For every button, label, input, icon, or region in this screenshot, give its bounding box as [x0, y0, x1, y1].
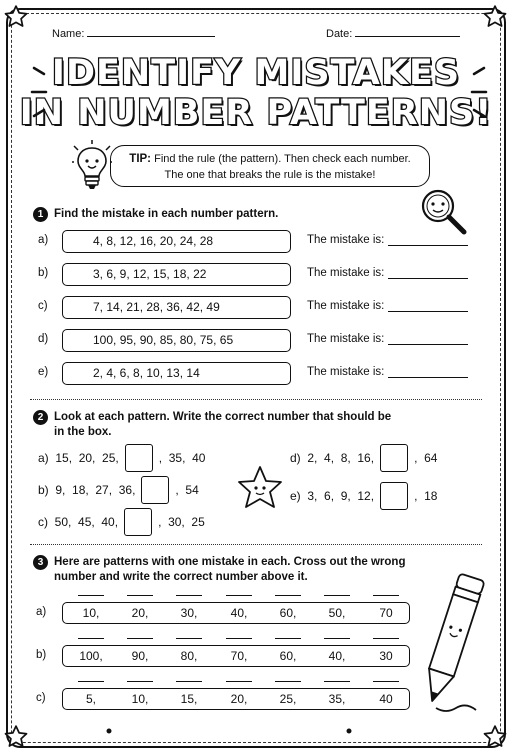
mistake-answer-line[interactable] [388, 245, 468, 246]
section2-number: 2 [33, 410, 48, 425]
section2-item-d [290, 444, 437, 472]
item-label: b) [38, 483, 49, 497]
number-pattern-box: 7, 14, 21, 28, 36, 42, 49 [62, 296, 291, 319]
corner-star-icon [3, 4, 29, 30]
corner-star-icon [482, 724, 508, 750]
pattern-number[interactable]: 35, [328, 692, 346, 706]
row-label: b) [38, 267, 49, 279]
row-label: b) [36, 649, 47, 661]
section2-item-c [38, 508, 205, 536]
pattern-before: 9, 18, 27, 36, [55, 483, 136, 497]
corner-star-icon [3, 724, 29, 750]
spark-lines-right [458, 60, 488, 120]
page-title-line1: IDENTIFY MISTAKES [51, 53, 461, 93]
section2-instruction-line2: in the box. [54, 426, 112, 438]
pattern-number[interactable]: 20, [131, 606, 149, 620]
answer-box[interactable] [380, 444, 408, 472]
spark-lines-left [30, 60, 60, 120]
name-field [52, 28, 215, 40]
answer-box[interactable] [124, 508, 152, 536]
answer-box[interactable] [125, 444, 153, 472]
row-label: c) [38, 300, 48, 312]
item-label: d) [290, 451, 301, 465]
answer-line[interactable] [324, 595, 350, 596]
mistake-label: The mistake is: [307, 267, 385, 279]
mistake-answer-line[interactable] [388, 311, 468, 312]
section2-item-e [290, 482, 437, 510]
answer-line[interactable] [324, 638, 350, 639]
mistake-answer-line[interactable] [388, 344, 468, 345]
number-pattern-box: 2, 4, 6, 8, 10, 13, 14 [62, 362, 291, 385]
pattern-number[interactable]: 5, [85, 692, 97, 706]
date-line[interactable] [355, 36, 460, 37]
section2-item-b [38, 476, 199, 504]
mistake-label: The mistake is: [307, 300, 385, 312]
decor-dot [345, 727, 353, 735]
tip-line1: Find the rule (the pattern). Then check each number. [154, 153, 411, 165]
decor-dot [105, 727, 113, 735]
number-pattern-box: 3, 6, 9, 12, 15, 18, 22 [62, 263, 291, 286]
number-pattern-box: 4, 8, 12, 16, 20, 24, 28 [62, 230, 291, 253]
pattern-after: , 18 [414, 489, 438, 503]
pattern-number[interactable]: 25, [279, 692, 297, 706]
date-field [326, 28, 460, 40]
row-label: c) [36, 692, 46, 704]
answer-line[interactable] [275, 681, 301, 682]
pattern-before: 15, 20, 25, [55, 451, 119, 465]
pattern-number[interactable]: 80, [180, 649, 198, 663]
mistake-answer-line[interactable] [388, 377, 468, 378]
mistake-label: The mistake is: [307, 366, 385, 378]
pattern-number[interactable]: 30 [379, 649, 393, 663]
answer-line[interactable] [176, 638, 202, 639]
section3-number: 3 [33, 555, 48, 570]
section-divider [30, 544, 482, 545]
pattern-after: , 64 [414, 451, 438, 465]
pattern-number[interactable]: 40 [379, 692, 393, 706]
tip-line2: The one that breaks the rule is the mistake! [164, 169, 376, 181]
mistake-answer-line[interactable] [388, 278, 468, 279]
name-line[interactable] [87, 36, 215, 37]
pattern-number[interactable]: 70, [230, 649, 248, 663]
answer-line[interactable] [373, 595, 399, 596]
item-label: a) [38, 451, 49, 465]
item-label: e) [290, 489, 301, 503]
answer-line[interactable] [275, 638, 301, 639]
item-label: c) [38, 515, 48, 529]
section2-instruction-line1: Look at each pattern. Write the correct number that should be [54, 411, 392, 423]
pencil-icon [416, 568, 486, 718]
pattern-before: 50, 45, 40, [54, 515, 119, 529]
section3-instruction-line2: number and write the correct number above it. [54, 571, 308, 583]
magnifying-glass-icon [418, 186, 470, 236]
answer-line[interactable] [275, 595, 301, 596]
pattern-number[interactable]: 100, [79, 649, 103, 663]
answer-line[interactable] [127, 681, 153, 682]
pattern-number[interactable]: 70 [379, 606, 393, 620]
row-label: e) [38, 366, 49, 378]
pattern-number[interactable]: 20, [230, 692, 248, 706]
pattern-after: , 30, 25 [158, 515, 205, 529]
section1-heading [33, 207, 278, 222]
answer-line[interactable] [78, 595, 104, 596]
section1-number: 1 [33, 207, 48, 222]
star-icon [234, 464, 286, 512]
row-label: a) [36, 606, 47, 618]
pattern-number[interactable]: 60, [279, 606, 297, 620]
pattern-number[interactable]: 90, [131, 649, 149, 663]
mistake-label: The mistake is: [307, 333, 385, 345]
tip-label: TIP: [129, 153, 152, 165]
answer-line[interactable] [176, 681, 202, 682]
pattern-number[interactable]: 40, [328, 649, 346, 663]
answer-line[interactable] [373, 638, 399, 639]
pattern-number[interactable]: 15, [180, 692, 198, 706]
section1-instruction: Find the mistake in each number pattern. [54, 208, 279, 220]
answer-line[interactable] [78, 638, 104, 639]
answer-box[interactable] [141, 476, 169, 504]
tip-box [110, 145, 430, 187]
answer-line[interactable] [226, 681, 252, 682]
section-divider [30, 399, 482, 400]
section2-heading [33, 410, 391, 440]
page-title-line2: IN NUMBER PATTERNS! [19, 93, 493, 133]
answer-line[interactable] [324, 681, 350, 682]
name-label: Name: [52, 28, 85, 40]
pattern-number[interactable]: 40, [230, 606, 248, 620]
pattern-number[interactable]: 10, [131, 692, 149, 706]
answer-line[interactable] [78, 681, 104, 682]
section3-instruction-line1: Here are patterns with one mistake in each. Cross out the wrong [54, 556, 406, 568]
pattern-before: 3, 6, 9, 12, [307, 489, 375, 503]
answer-line[interactable] [176, 595, 202, 596]
number-pattern-box [62, 602, 410, 624]
section2-item-a [38, 444, 205, 472]
pattern-after: , 35, 40 [158, 451, 206, 465]
number-pattern-box: 100, 95, 90, 85, 80, 75, 65 [62, 329, 291, 352]
answer-box[interactable] [380, 482, 408, 510]
row-label: a) [38, 234, 49, 246]
pattern-number[interactable]: 30, [180, 606, 198, 620]
pattern-before: 2, 4, 8, 16, [307, 451, 375, 465]
answer-line[interactable] [226, 638, 252, 639]
pattern-number[interactable]: 50, [328, 606, 346, 620]
number-pattern-box [62, 688, 410, 710]
corner-star-icon [482, 4, 508, 30]
answer-line[interactable] [226, 595, 252, 596]
date-label: Date: [326, 28, 353, 40]
lightbulb-icon [72, 140, 112, 192]
answer-line[interactable] [373, 681, 399, 682]
row-label: d) [38, 333, 49, 345]
pattern-number[interactable]: 10, [82, 606, 100, 620]
mistake-label: The mistake is: [307, 234, 385, 246]
number-pattern-box [62, 645, 410, 667]
answer-line[interactable] [127, 638, 153, 639]
pattern-after: , 54 [175, 483, 199, 497]
answer-line[interactable] [127, 595, 153, 596]
section3-heading [33, 555, 405, 585]
pattern-number[interactable]: 60, [279, 649, 297, 663]
